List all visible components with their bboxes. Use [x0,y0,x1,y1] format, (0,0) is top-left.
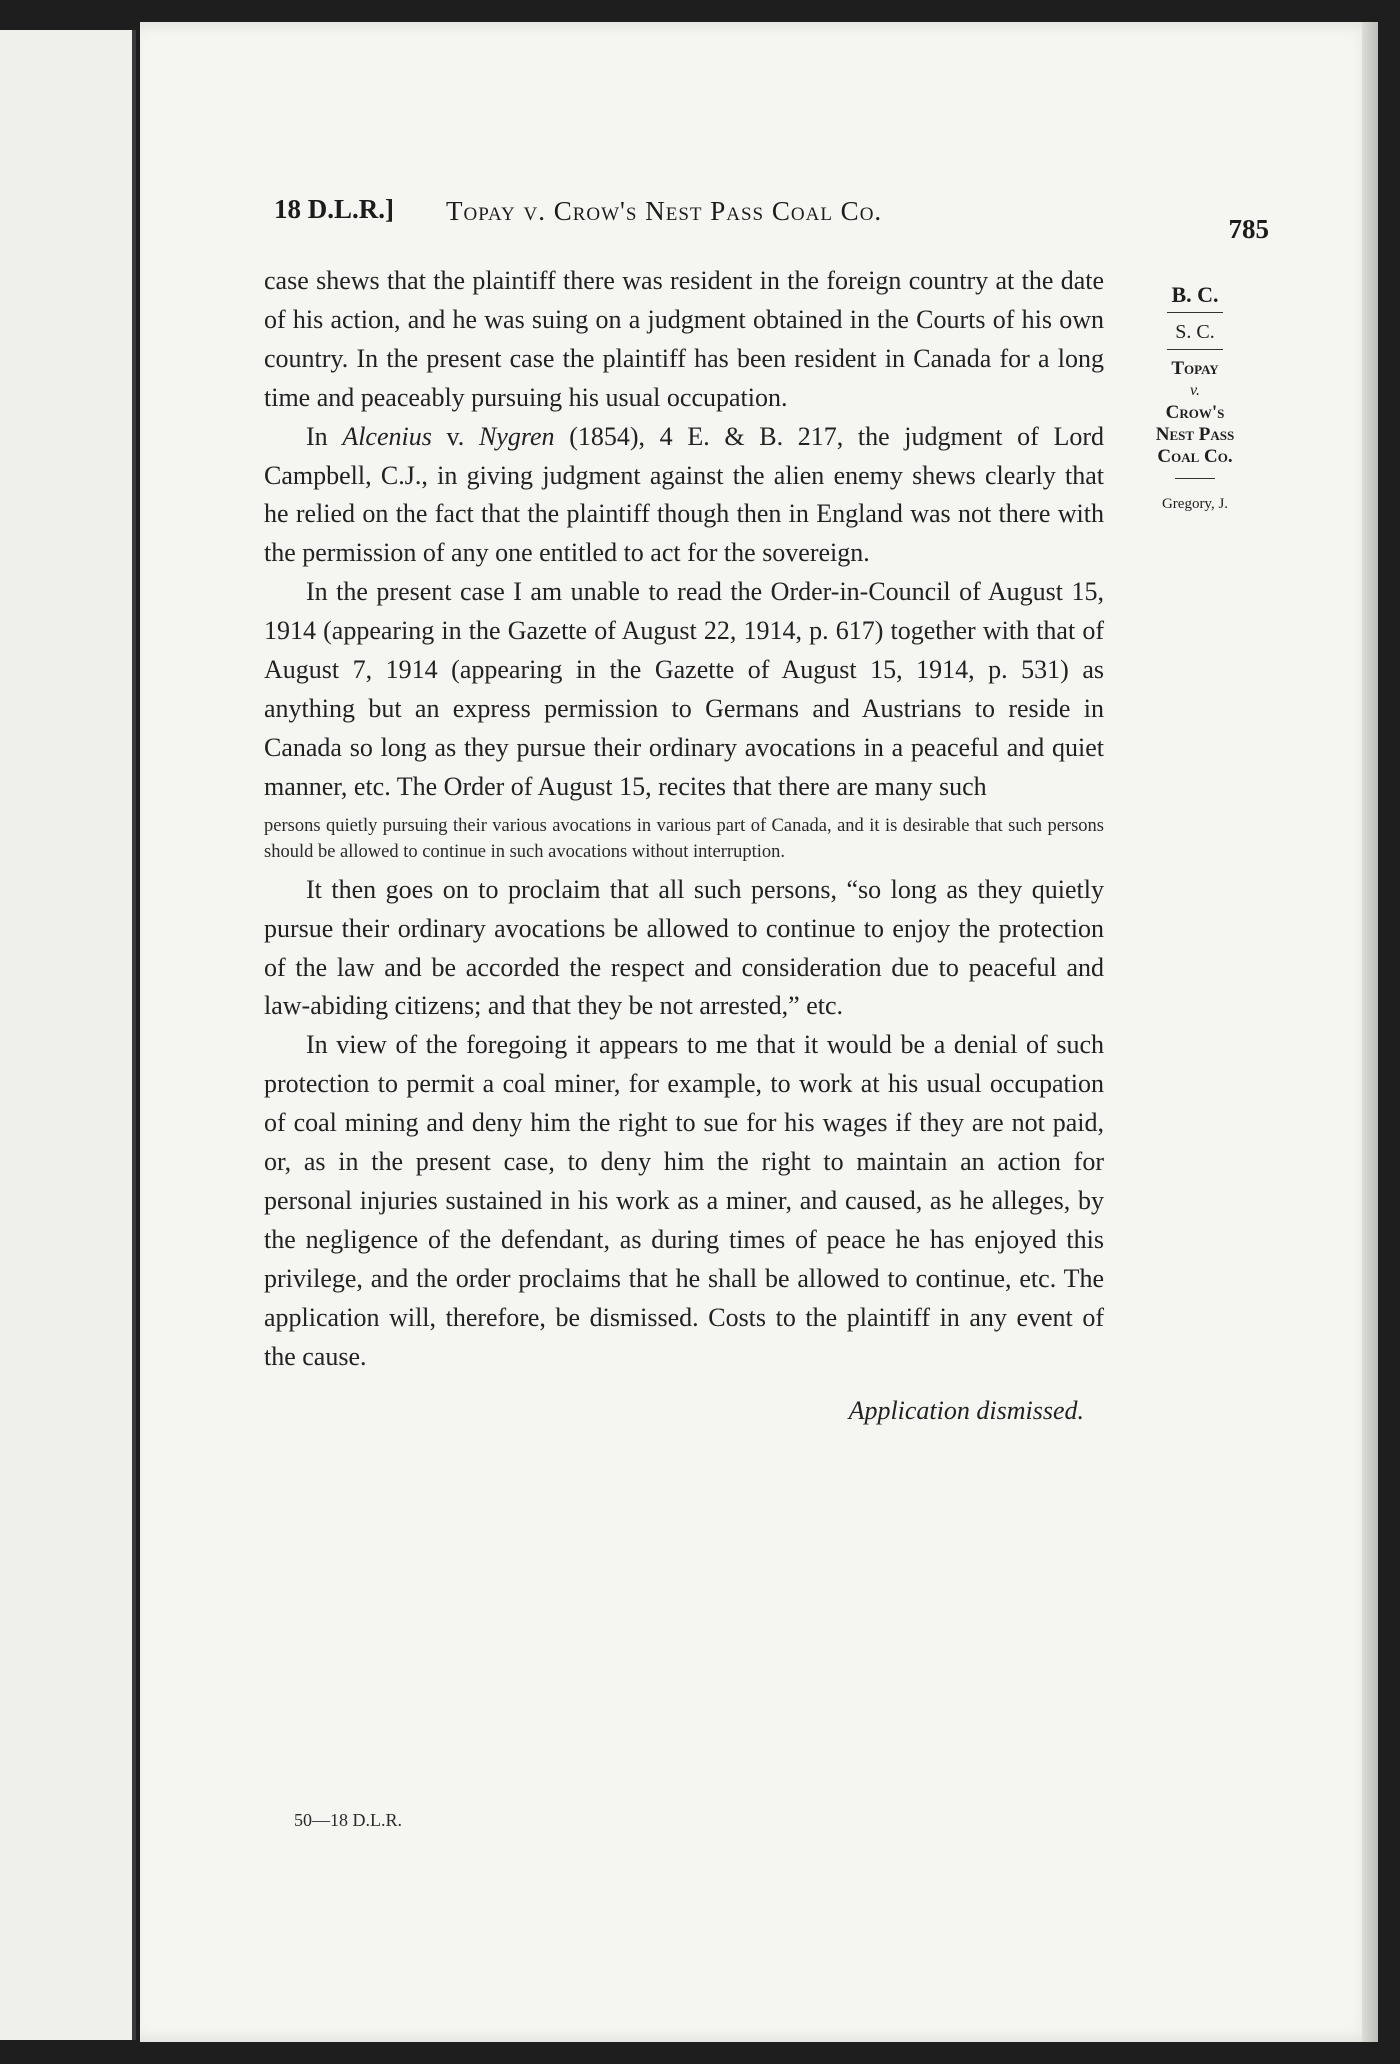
p2-versus: v. [431,421,479,451]
margin-rule [1175,478,1215,479]
margin-party1: Topay [1171,358,1219,379]
margin-rule [1167,349,1223,350]
quoted-order: persons quietly pursuing their various avocations in various part of Canada, and it is desirable that such persons should be allowed to continue in such avocations without interruption. [264,815,1104,862]
p2-pre: In [306,421,343,451]
margin-judge: Gregory, J. [1161,496,1229,512]
p2-post: (1854), 4 E. & B. 217, the judgment of Lord Campbell, C.J., in giving judgment against the alien enemy shews clearly that he relied on the fact that the plaintiff though then in England was not there with the permission of any one entitled to act for the sovereign. [264,421,1104,568]
disposition: Application dismissed. [848,1396,1084,1426]
paragraph-5: In view of the foregoing it appears to me that it would be a denial of such protection to permit a coal miner, for example, to work at his usual occupation of coal mining and deny him the right to sue for his wages if they are not paid, or, as in the present case, to deny him the right to maintain an action for personal injuries sustained in his work as a miner, and caused, as he alleges, by the negligence of the defendant, as during times of peace he has enjoyed this privilege, and the order proclaims that he shall be allowed to continue, etc. The application will, therefore, be dismissed. Costs to the plaintiff in any event of the cause. [264,1030,1104,1371]
paragraph-3: In the present case I am unable to read the Order-in-Council of August 15, 1914 (appearing in the Gazette of August 22, 1914, p. 617) together with that of August 7, 1914 (appearing in the Gazette of August 15, 1914, p. 531) as anything but an express permission to Germans and Austrians to reside in Canada so long as they pursue their ordinary avocations in a peaceful and quiet manner, etc. The Order of August 15, recites that there are many such [264,577,1104,801]
page-number: 785 [1228,214,1269,244]
margin-versus: v. [1190,382,1200,399]
running-header [274,194,1269,244]
margin-province: B. C. [1171,282,1219,307]
judgment-text [264,262,1104,1431]
facing-page-edge [0,30,136,2040]
paragraph-4: It then goes on to proclaim that all such persons, “so long as they quietly pursue their ordinary avocations be allowed to continue to enjoy the protection of the law and be accorded the respect and consideration due to peaceful and law-abiding citizens; and that they be not arrested,” etc. [264,874,1104,1021]
margin-court: S. C. [1175,321,1215,343]
case-name-nygren: Nygren [478,421,555,451]
margin-party2c: Coal Co. [1157,446,1233,467]
margin-note [1128,284,1262,515]
case-name-alcenius: Alcenius [342,421,432,451]
signature-mark: 50—18 D.L.R. [294,1810,402,1830]
margin-party2b: Nest Pass [1155,424,1235,445]
paragraph-1: case shews that the plaintiff there was resident in the foreign country at the date of his action, and he was suing on a judgment obtained in the Courts of his own country. In the present case the plaintiff has been resident in Canada for a long time and peaceably pursuing his usual occupation. [264,266,1104,412]
margin-rule [1167,312,1223,313]
volume-reference: 18 D.L.R.] [274,194,394,224]
case-title: Topay v. Crow's Nest Pass Coal Co. [446,196,883,226]
margin-party2a: Crow's [1165,402,1225,423]
paragraph-2 [264,418,1104,574]
page-edge-shadow [1362,22,1378,2042]
